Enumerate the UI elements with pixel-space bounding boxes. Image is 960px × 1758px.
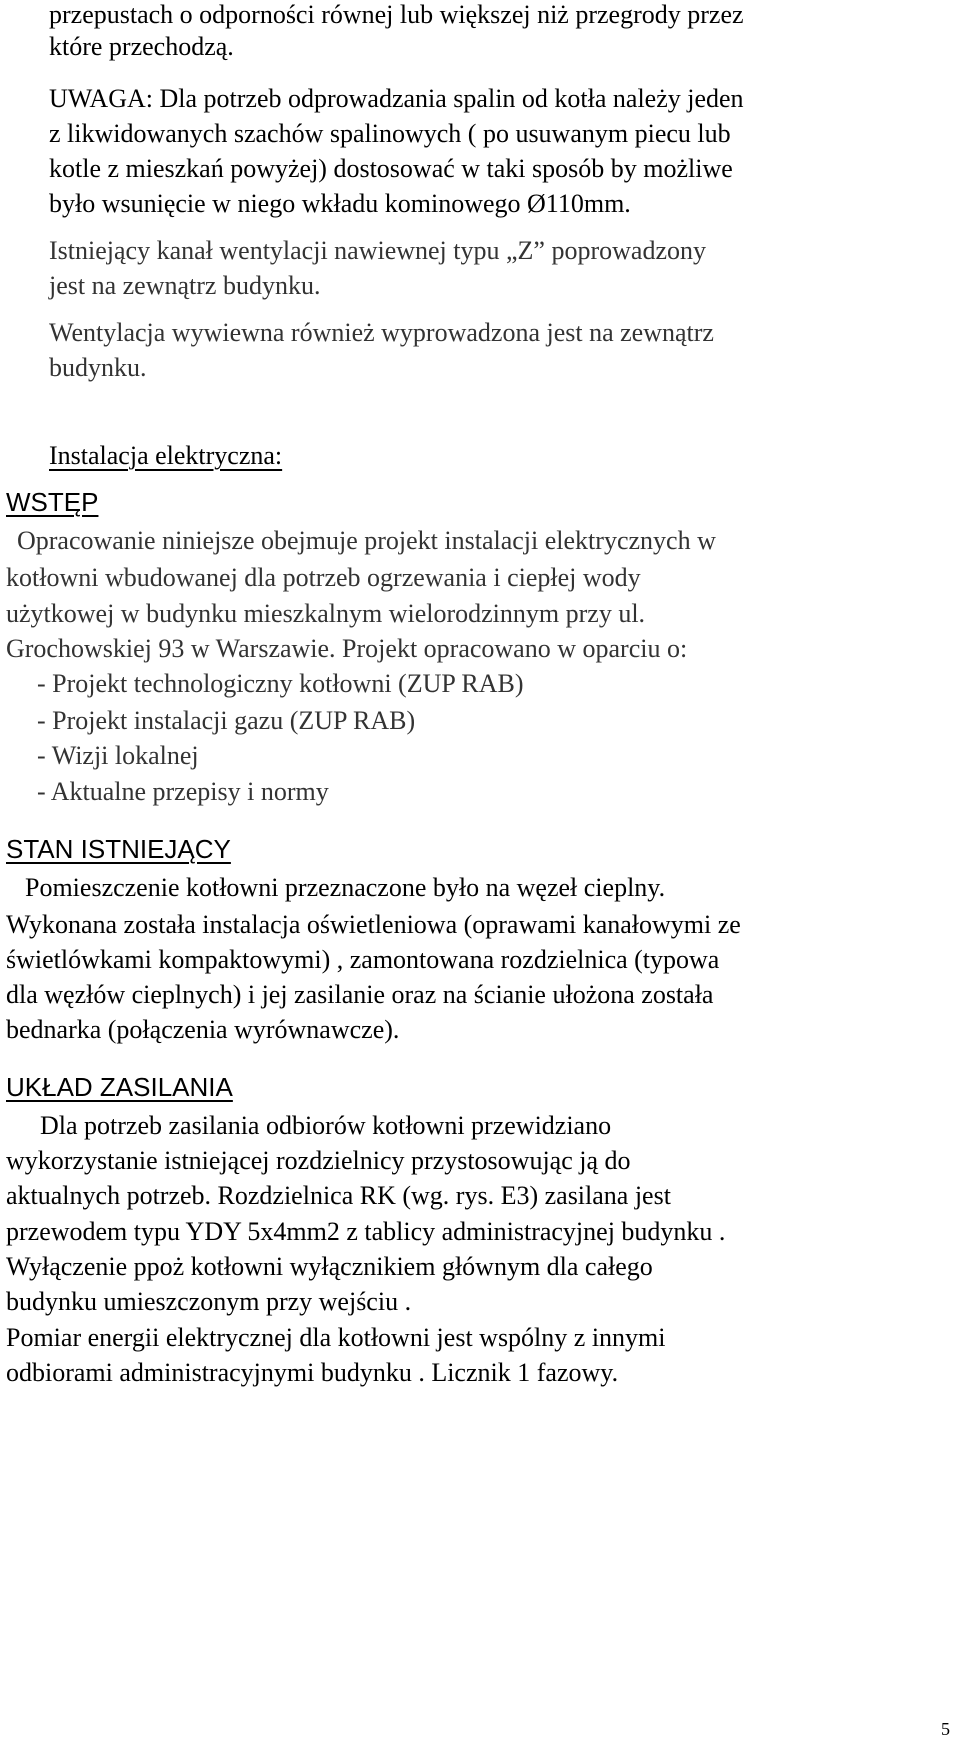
wstep-line: Grochowskiej 93 w Warszawie. Projekt opracowano w oparciu o:: [6, 634, 688, 663]
heading-stan-istniejacy: STAN ISTNIEJĄCY: [6, 834, 231, 864]
uklad-line: przewodem typu YDY 5x4mm2 z tablicy administracyjnej budynku .: [6, 1217, 726, 1246]
text-line: przepustach o odporności równej lub większej niż przegrody przez: [49, 0, 744, 29]
uwaga-line: było wsunięcie w niego wkładu kominowego Ø110mm.: [49, 189, 631, 218]
wentylacja-line: budynku.: [49, 353, 147, 382]
text-line: które przechodzą.: [49, 32, 234, 61]
wstep-line: Opracowanie niniejsze obejmuje projekt instalacji elektrycznych w: [17, 526, 716, 555]
stan-line: bednarka (połączenia wyrównawcze).: [6, 1015, 400, 1044]
uwaga-line: z likwidowanych szachów spalinowych ( po usuwanym piecu lub: [49, 119, 731, 148]
uwaga-line: kotle z mieszkań powyżej) dostosować w taki sposób by możliwe: [49, 154, 733, 183]
uklad-line: Pomiar energii elektrycznej dla kotłowni jest wspólny z innymi: [6, 1323, 666, 1352]
stan-line: dla węzłów cieplnych) i jej zasilanie oraz na ścianie ułożona została: [6, 980, 714, 1009]
uklad-line: odbiorami administracyjnymi budynku . Licznik 1 fazowy.: [6, 1358, 619, 1387]
heading-wstep: WSTĘP: [6, 487, 99, 517]
uklad-line: aktualnych potrzeb. Rozdzielnica RK (wg. rys. E3) zasilana jest: [6, 1181, 671, 1210]
wstep-list-item: - Aktualne przepisy i normy: [37, 777, 329, 806]
uklad-line: Dla potrzeb zasilania odbiorów kotłowni przewidziano: [40, 1111, 612, 1140]
stan-line: Pomieszczenie kotłowni przeznaczone było na węzeł cieplny.: [25, 873, 666, 902]
wstep-line: kotłowni wbudowanej dla potrzeb ogrzewania i ciepłej wody: [6, 563, 641, 592]
wstep-list-item: - Projekt instalacji gazu (ZUP RAB): [37, 706, 416, 735]
heading-uklad-zasilania: UKŁAD ZASILANIA: [6, 1072, 233, 1102]
uklad-line: Wyłączenie ppoż kotłowni wyłącznikiem głównym dla całego: [6, 1252, 653, 1281]
stan-line: świetlówkami kompaktowymi) , zamontowana rozdzielnica (typowa: [6, 945, 720, 974]
istniejacy-line: jest na zewnątrz budynku.: [49, 271, 321, 300]
wentylacja-line: Wentylacja wywiewna również wyprowadzona jest na zewnątrz: [49, 318, 714, 347]
section-title: Instalacja elektryczna:: [49, 441, 283, 470]
uklad-line: wykorzystanie istniejącej rozdzielnicy przystosowując ją do: [6, 1146, 631, 1175]
page-number: 5: [941, 1719, 950, 1739]
uwaga-line: UWAGA: Dla potrzeb odprowadzania spalin od kotła należy jeden: [49, 84, 744, 113]
wstep-list-item: - Wizji lokalnej: [37, 741, 199, 770]
stan-line: Wykonana została instalacja oświetleniowa (oprawami kanałowymi ze: [6, 910, 741, 939]
wstep-line: użytkowej w budynku mieszkalnym wielorodzinnym przy ul.: [6, 599, 646, 628]
istniejacy-line: Istniejący kanał wentylacji nawiewnej typu „Z” poprowadzony: [49, 236, 706, 265]
wstep-list-item: - Projekt technologiczny kotłowni (ZUP RAB): [37, 669, 524, 698]
uklad-line: budynku umieszczonym przy wejściu .: [6, 1287, 412, 1316]
